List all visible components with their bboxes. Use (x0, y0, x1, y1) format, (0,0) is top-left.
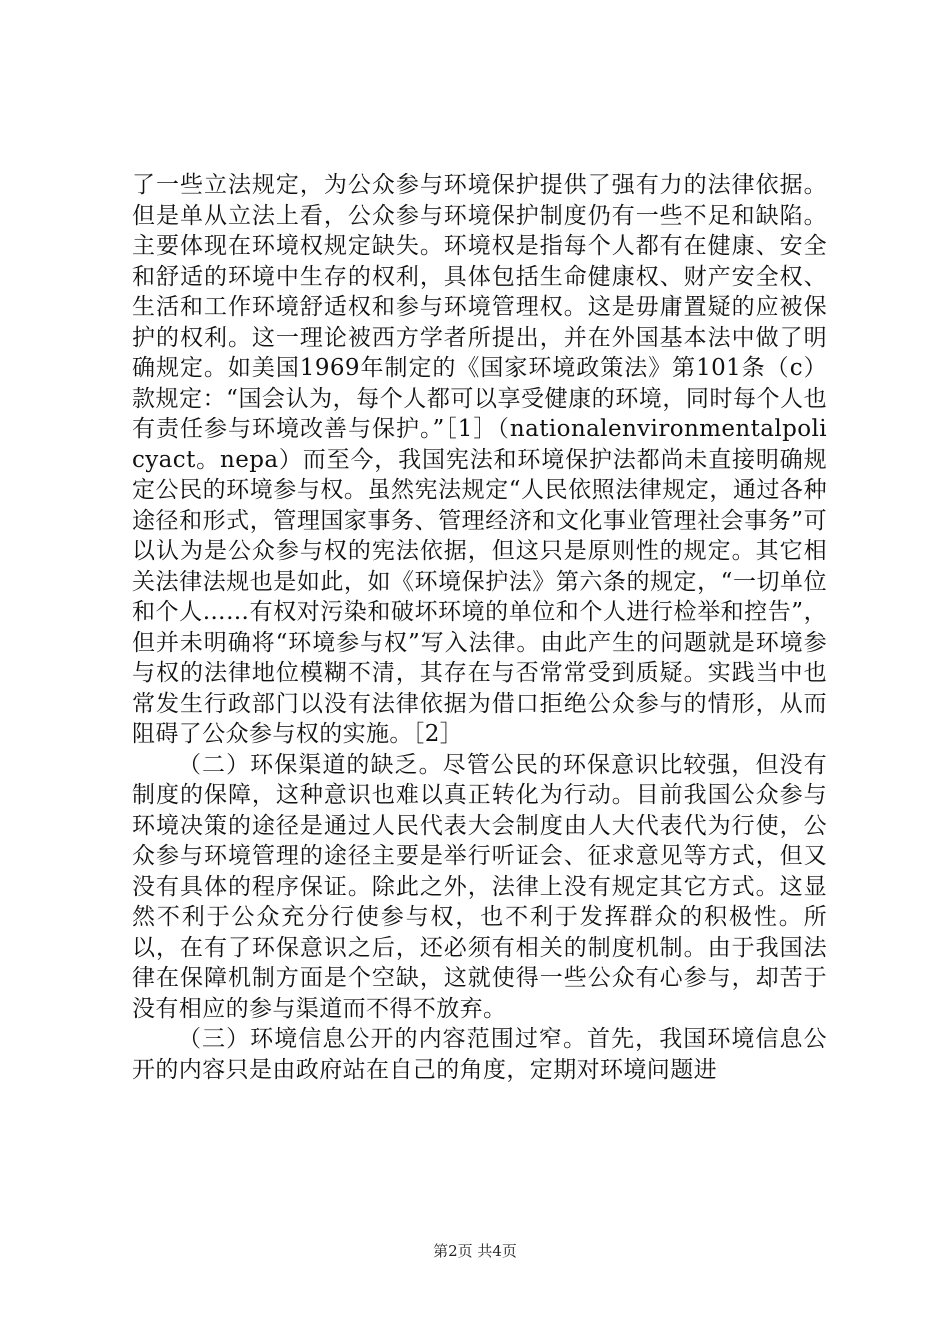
body-paragraph-2: （二）环保渠道的缺乏。尽管公民的环保意识比较强，但没有制度的保障，这种意识也难以真正转化为行动。目前我国公众参与环境决策的途径是通过人民代表大会制度由人大代表代为行使，公众参与环境管理的途径主要是举行听证会、征求意见等方式，但又没有具体的程序保证。除此之外，法律上没有规定其它方式。这显然不利于公众充分行使参与权，也不利于发挥群众的积极性。所以，在有了环保意识之后，还必须有相关的制度机制。由于我国法律在保障机制方面是个空缺，这就使得一些公众有心参与，却苦于没有相应的参与渠道而不得不放弃。 (132, 751, 827, 1022)
document-body (132, 170, 827, 1085)
page-number-label: 第2页 共4页 (433, 1242, 517, 1260)
body-paragraph-1: 了一些立法规定，为公众参与环境保护提供了强有力的法律依据。但是单从立法上看，公众参与环境保护制度仍有一些不足和缺陷。主要体现在环境权规定缺失。环境权是指每个人都有在健康、安全和舒适的环境中生存的权利，具体包括生命健康权、财产安全权、生活和工作环境舒适权和参与环境管理权。这是毋庸置疑的应被保护的权利。这一理论被西方学者所提出，并在外国基本法中做了明确规定。如美国1969年制定的《国家环境政策法》第101条（c）款规定：“国会认为，每个人都可以享受健康的环境，同时每个人也有责任参与环境改善与保护。”［1］（nationalenvironmentalpolicyact。nepa）而至今，我国宪法和环境保护法都尚未直接明确规定公民的环境参与权。虽然宪法规定“人民依照法律规定，通过各种途径和形式，管理国家事务、管理经济和文化事业管理社会事务”可以认为是公众参与权的宪法依据，但这只是原则性的规定。其它相关法律法规也是如此，如《环境保护法》第六条的规定，“一切单位和个人……有权对污染和破坏环境的单位和个人进行检举和控告”，但并未明确将“环境参与权”写入法律。由此产生的问题就是环境参与权的法律地位模糊不清，其存在与否常常受到质疑。实践当中也常发生行政部门以没有法律依据为借口拒绝公众参与的情形，从而阻碍了公众参与权的实施。［2］ (132, 172, 827, 747)
page-footer (0, 1241, 950, 1261)
body-paragraph-3: （三）环境信息公开的内容范围过窄。首先，我国环境信息公开的内容只是由政府站在自己的角度，定期对环境问题进 (132, 1026, 827, 1083)
